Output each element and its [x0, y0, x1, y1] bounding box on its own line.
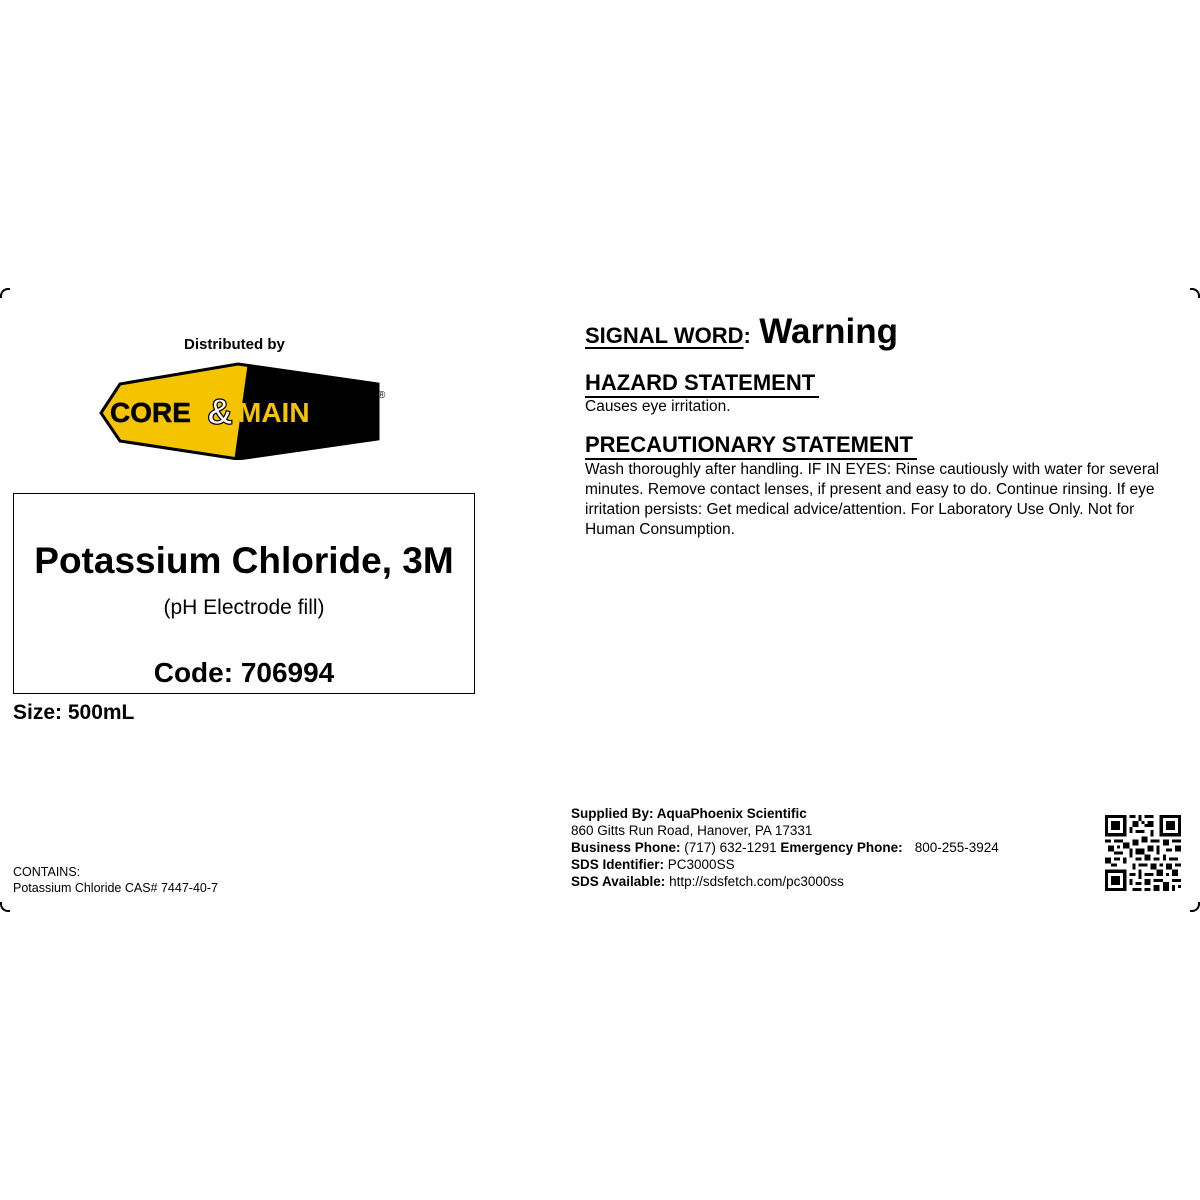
sds-identifier-label: SDS Identifier:	[571, 857, 665, 872]
core-and-main-logo	[98, 362, 390, 460]
signal-colon: :	[743, 323, 751, 348]
hazard-text: Causes eye irritation.	[585, 398, 731, 415]
signal-word-label: SIGNAL WORD	[585, 323, 744, 348]
supplier-name: Supplied By: AquaPhoenix Scientific	[571, 806, 807, 821]
product-box	[13, 493, 475, 694]
sds-identifier: PC3000SS	[667, 857, 735, 872]
registered-mark: ®	[378, 390, 386, 401]
logo-ampersand: &	[207, 391, 233, 432]
distributed-by-label: Distributed by	[184, 336, 285, 353]
corner-mark	[0, 902, 10, 912]
emergency-phone-label: Emergency Phone:	[780, 840, 903, 855]
contains-text: Potassium Chloride CAS# 7447-40-7	[13, 881, 218, 895]
supplier-address: 860 Gitts Run Road, Hanover, PA 17331	[571, 823, 813, 838]
corner-mark	[0, 288, 10, 298]
corner-mark	[1190, 902, 1200, 912]
sds-url: http://sdsfetch.com/pc3000ss	[669, 874, 844, 889]
sds-available-label: SDS Available:	[571, 874, 666, 889]
supplier-block	[571, 805, 999, 890]
signal-word-row	[585, 312, 898, 352]
product-code: Code: 706994	[153, 657, 335, 688]
product-name: Potassium Chloride, 3M	[34, 540, 454, 581]
contains-label: CONTAINS:	[13, 865, 81, 879]
emergency-phone: 800-255-3924	[914, 840, 999, 855]
logo-text-core: CORE	[110, 397, 191, 428]
contains-block	[13, 864, 218, 896]
signal-word-value: Warning	[759, 312, 898, 351]
business-phone-label: Business Phone:	[571, 840, 681, 855]
product-subtitle: (pH Electrode fill)	[163, 596, 325, 619]
logo-text-main: MAIN	[238, 397, 310, 428]
business-phone: (717) 632-1291	[684, 840, 777, 855]
hazard-heading: HAZARD STATEMENT	[585, 370, 819, 398]
corner-mark	[1190, 288, 1200, 298]
product-size: Size: 500mL	[13, 701, 135, 724]
qr-code-icon	[1105, 815, 1181, 891]
precaution-text: Wash thoroughly after handling. IF IN EYES: Rinse cautiously with water for several minutes. Remove contact lenses, if present and easy to do. Continue rinsing. If eye irritation persists: Get medical advice/attention. For Laboratory Use Only. Not for Human Consumption.	[585, 461, 1160, 538]
precaution-heading: PRECAUTIONARY STATEMENT	[585, 432, 917, 460]
